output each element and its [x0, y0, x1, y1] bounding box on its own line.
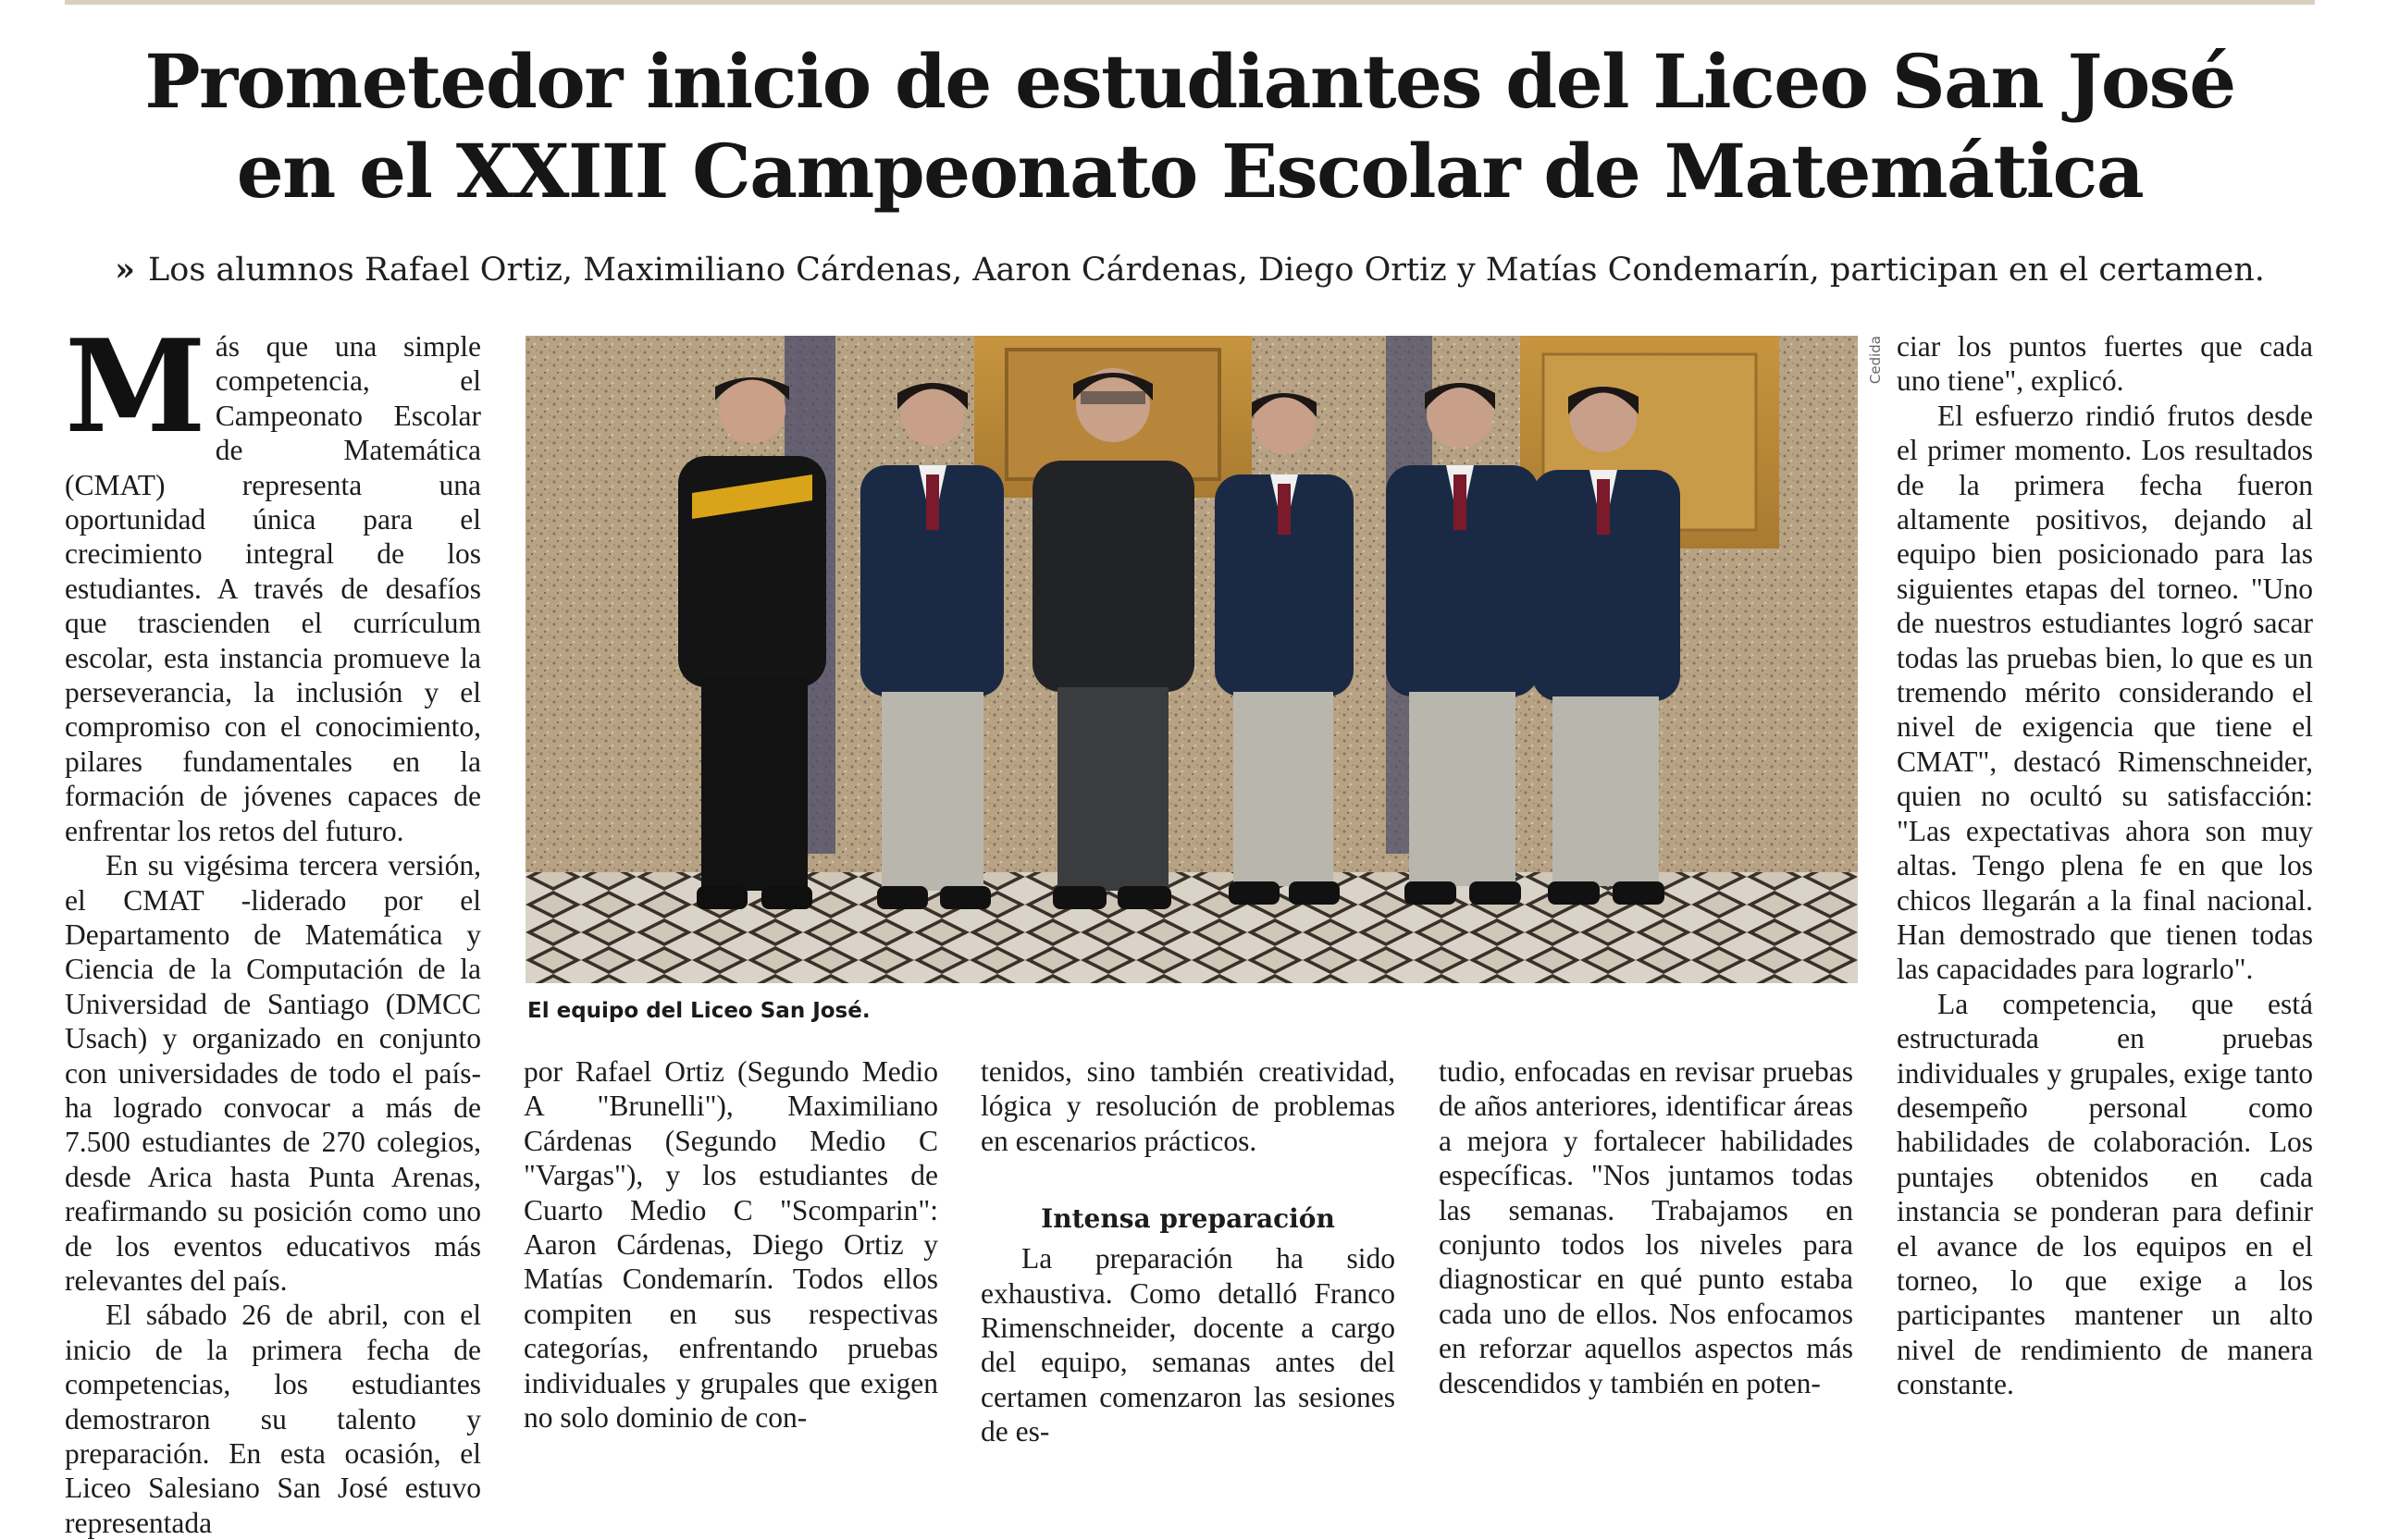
paragraph: ciar los puntos fuertes que cada uno tiene", explicó.: [1897, 330, 2313, 398]
deck-chevron-icon: »: [115, 251, 135, 289]
team-photo: [526, 336, 1858, 983]
paragraph: En su vigésima tercera versión, el CMAT -liderado por el Departamento de Matemática y Ciencia de la Computación de la Universidad de Santiago (DMCC Usach) y organizado en conjunto con universidades de todo el país- ha logrado convocar a más de 7.500 estudiantes de 270 colegios, desde Arica hasta Punta Arenas, reafirmando su posición como uno de los eventos educativos más relevantes del país.: [65, 849, 481, 1297]
article-column-2: [524, 1054, 938, 1435]
dropcap: M: [65, 311, 206, 462]
paragraph: El esfuerzo rindió frutos desde el primer momento. Los resultados de la primera fecha fueron altamente positivos, dejando al equipo bien posicionado para las siguientes etapas del torneo. "Uno de nuestros estudiantes logró sacar todas las pruebas bien, lo que es un tremendo mérito considerando el nivel de exigencia que tiene el CMAT", destacó Rimenschneider, quien no ocultó su satisfacción: "Las expectativas ahora son muy altas. Tengo plena fe en que los chicos llegarán a la final nacional. Han demostrado que tienen todas las capacidades para lograrlo".: [1897, 399, 2313, 986]
article-column-3: [981, 1054, 1395, 1448]
article-column-1: [65, 311, 481, 1539]
paragraph: tudio, enfocadas en revisar pruebas de años anteriores, identificar áreas a mejora y fortalecer habilidades específicas. "Nos juntamos todas las semanas. Trabajamos en conjunto todos los niveles para diagnosticar en qué punto estaba cada uno de ellos. Nos enfocamos en reforzar aquellos aspectos más descendidos y también en poten-: [1439, 1055, 1853, 1399]
headline: [65, 37, 2315, 216]
deck-text: Los alumnos Rafael Ortiz, Maximiliano Cárdenas, Aaron Cárdenas, Diego Ortiz y Matías Condemarín, participan en el certamen.: [148, 252, 2265, 289]
paragraph-text: ás que una simple competencia, el Campeonato Escolar de Matemática (CMAT) representa una oportunidad única para el crecimiento integral de los estudiantes. A través de desafíos que trascienden el currículum escolar, esta instancia promueve la perseverancia, la inclusión y el compromiso con el conocimiento, pilares fundamentales en la formación de jóvenes capaces de enfrentar los retos del futuro.: [65, 330, 481, 847]
article-column-5: [1897, 329, 2313, 1401]
headline-line-2: en el XXIII Campeonato Escolar de Matemática: [236, 128, 2144, 215]
paragraph: por Rafael Ortiz (Segundo Medio A "Brunelli"), Maximiliano Cárdenas (Segundo Medio C "Vargas"), y los estudiantes de Cuarto Medio C "Scomparin": Aaron Cárdenas, Diego Ortiz y Matías Condemarín. Todos ellos compiten en sus respectivas categorías, enfrentando pruebas individuales y grupales que exigen no solo dominio de con-: [524, 1055, 938, 1435]
deck: [65, 248, 2315, 292]
paragraph: El sábado 26 de abril, con el inicio de la primera fecha de competencias, los estudiantes demostraron su talento y preparación. En esta ocasión, el Liceo Salesiano San José estuvo representada: [65, 1299, 481, 1539]
photo-credit: Cedida: [1867, 336, 1884, 385]
paragraph: tenidos, sino también creatividad, lógica y resolución de problemas en escenarios prácticos.: [981, 1055, 1395, 1157]
article-column-4: [1439, 1054, 1853, 1397]
section-subhead: Intensa preparación: [1041, 1203, 1335, 1235]
top-rule: [65, 0, 2315, 5]
paragraph: La competencia, que está estructurada en pruebas individuales y grupales, exige tanto desempeño personal como habilidades de colaboración. Los puntajes obtenidos en cada instancia se ponderan para definir el avance de los equipos en el torneo, lo que exige a los participantes mantener un alto nivel de rendimiento de manera constante.: [1897, 987, 2313, 1401]
paragraph: [65, 311, 481, 848]
photo-caption: El equipo del Liceo San José.: [527, 999, 871, 1023]
headline-line-1: Prometedor inicio de estudiantes del Liceo San José: [144, 38, 2235, 125]
team-photo-illustration: [526, 336, 1858, 983]
paragraph: La preparación ha sido exhaustiva. Como detalló Franco Rimenschneider, docente a cargo del equipo, semanas antes del certamen comenzaron las sesiones de es-: [981, 1242, 1395, 1448]
